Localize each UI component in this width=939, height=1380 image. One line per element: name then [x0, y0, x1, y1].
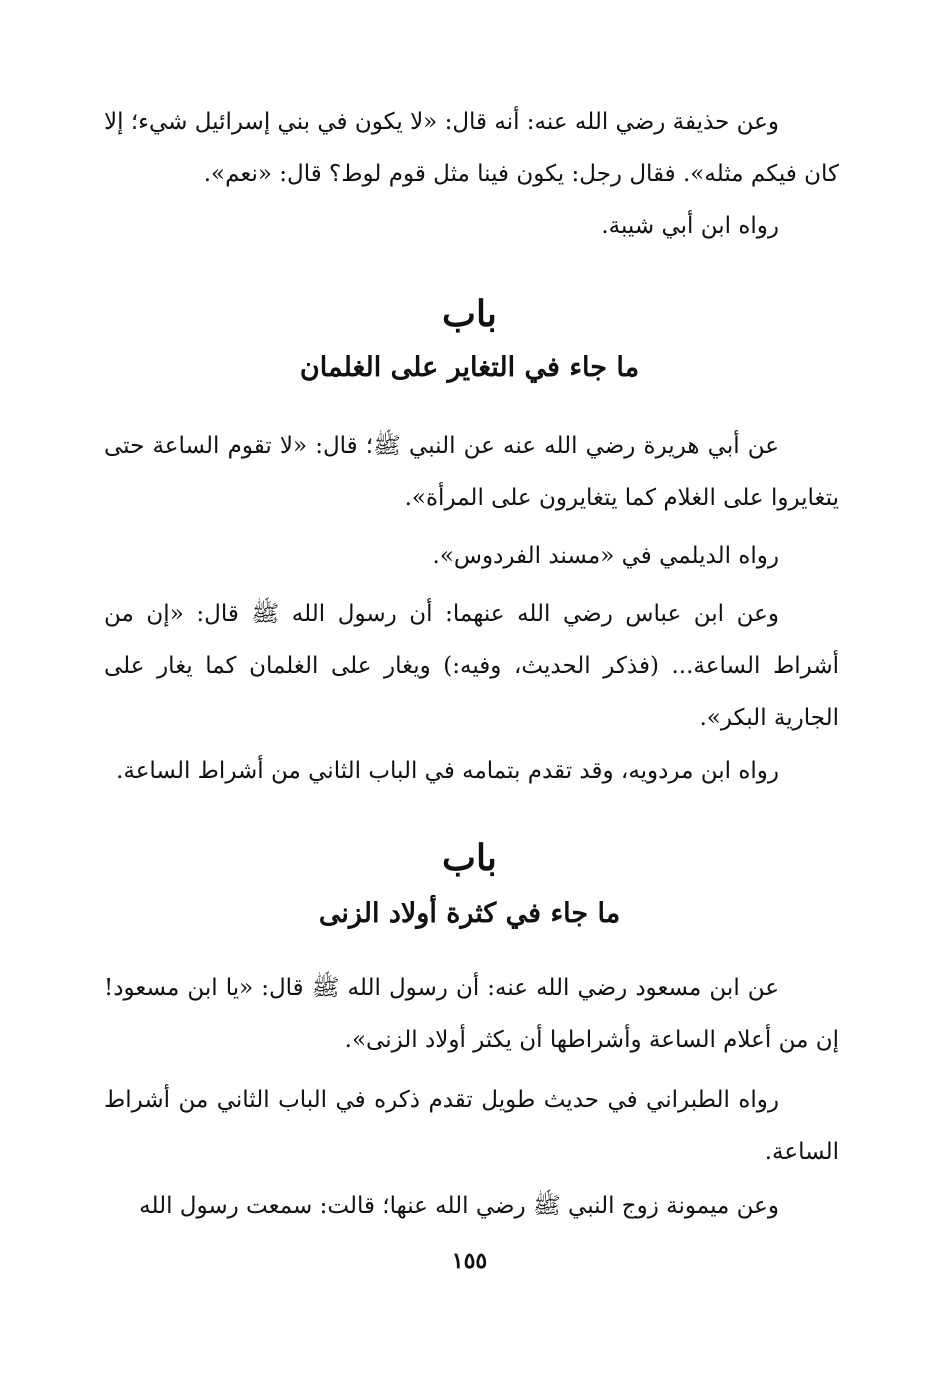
paragraph-abu-hurayra-hadith: عن أبي هريرة رضي الله عنه عن النبي ﷺ؛ قال: «لا تقوم الساعة حتى يتغايروا على الغلام كما يتغايرون على المرأة».	[104, 433, 839, 511]
paragraph-source-tabarani: رواه الطبراني في حديث طويل تقدم ذكره في الباب الثاني من أشراط الساعة.	[104, 1087, 839, 1165]
paragraph-ibn-masud-hadith: عن ابن مسعود رضي الله عنه: أن رسول الله ﷺ قال: «يا ابن مسعود! إن من أعلام الساعة وأشراطها أن يكثر أولاد الزنى».	[104, 975, 839, 1053]
paragraph-source-daylami: رواه الديلمي في «مسند الفردوس».	[432, 543, 779, 569]
paragraph-source-ibn-abi-shayba: رواه ابن أبي شيبة.	[601, 213, 779, 239]
section-title-awlad-zina: ما جاء في كثرة أولاد الزنى	[318, 898, 621, 929]
page-number: ١٥٥	[451, 1248, 488, 1274]
paragraph-maymuna-hadith: وعن ميمونة زوج النبي ﷺ رضي الله عنها؛ قالت: سمعت رسول الله	[139, 1193, 779, 1219]
section-title-taghayur: ما جاء في التغاير على الغلمان	[299, 352, 640, 383]
section-heading-bab-2: باب	[442, 837, 497, 879]
paragraph-source-ibn-mardawayh: رواه ابن مردويه، وقد تقدم بتمامه في الباب الثاني من أشراط الساعة.	[116, 758, 779, 784]
section-heading-bab: باب	[442, 293, 497, 335]
paragraph-ibn-abbas-hadith: وعن ابن عباس رضي الله عنهما: أن رسول الله ﷺ قال: «إن من أشراط الساعة... (فذكر الحديث، وفيه:) ويغار على الغلمان كما يغار على الجارية البكر».	[104, 601, 839, 731]
paragraph-hudhayfa-hadith: وعن حذيفة رضي الله عنه: أنه قال: «لا يكون في بني إسرائيل شيء؛ إلا كان فيكم مثله». فقال رجل: يكون فينا مثل قوم لوط؟ قال: «نعم».	[104, 109, 839, 187]
